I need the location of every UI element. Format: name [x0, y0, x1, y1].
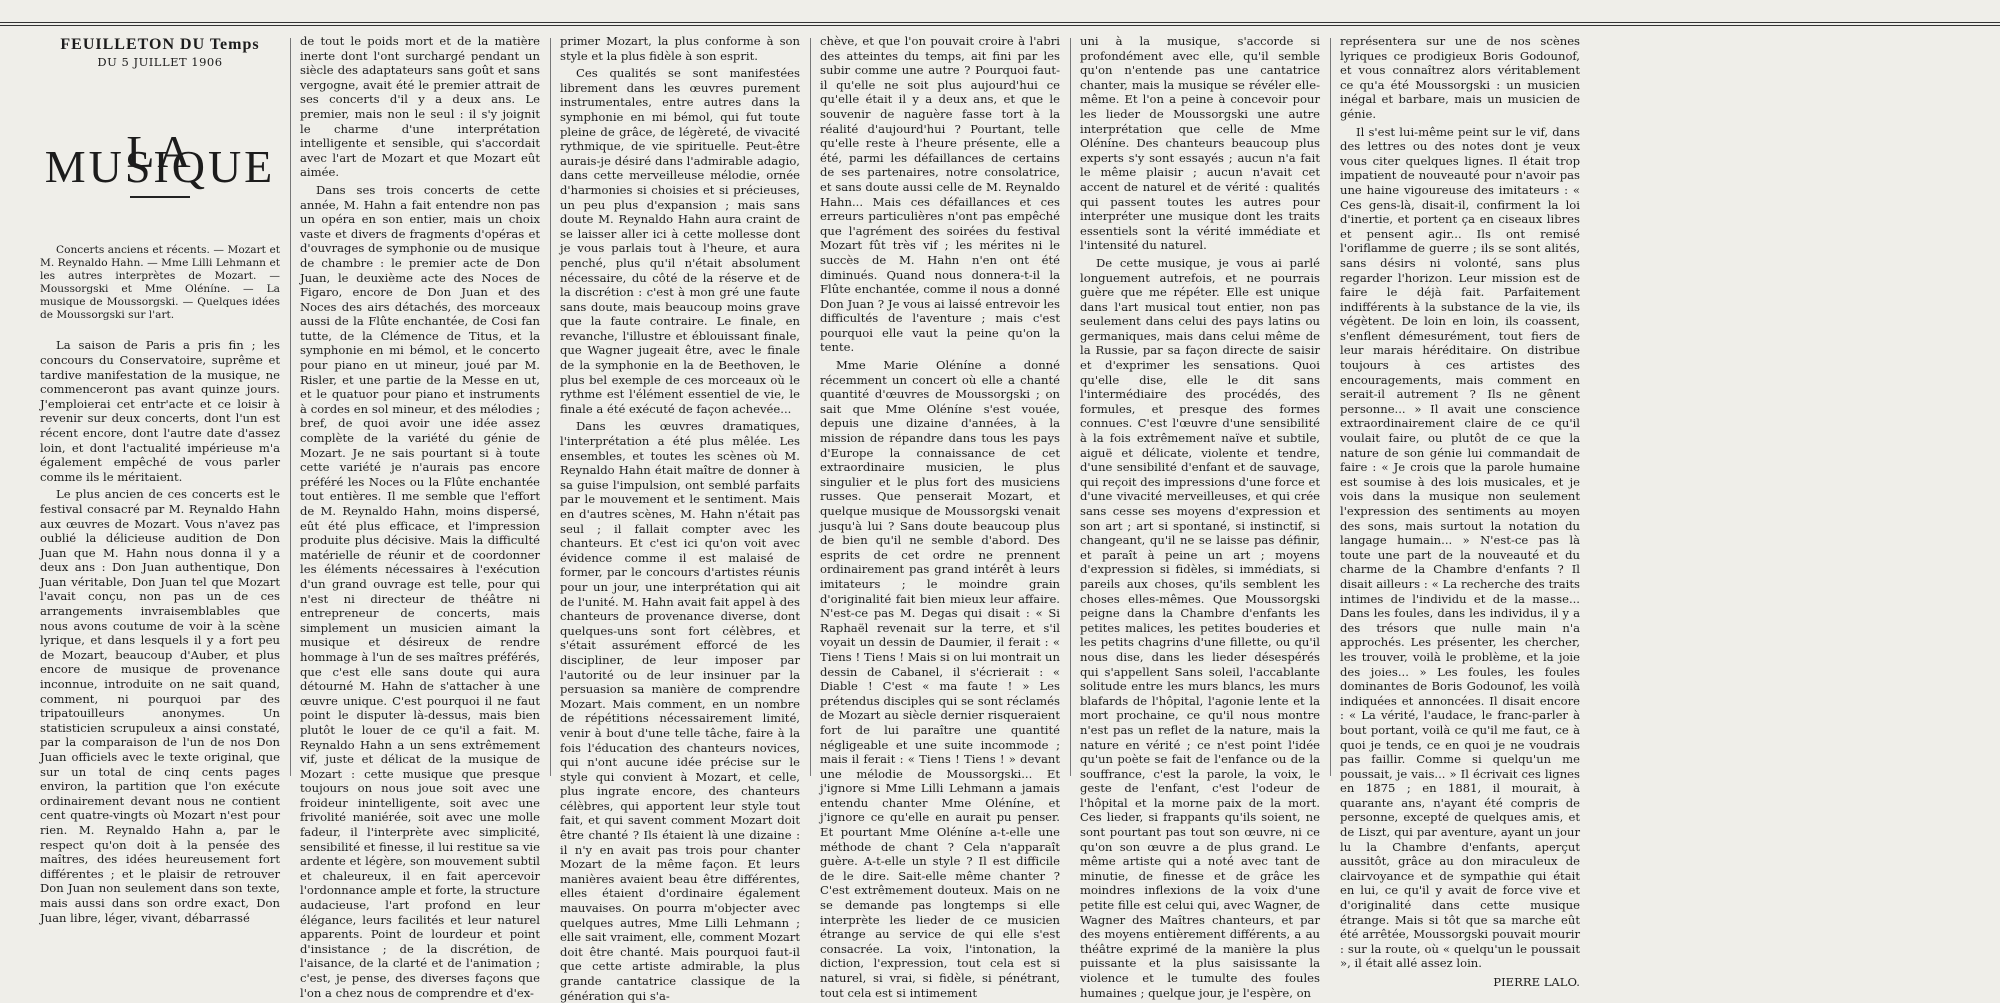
column-3: [560, 34, 800, 1003]
column-rule: [810, 38, 811, 776]
title-divider: [130, 196, 190, 198]
paragraph: De cette musique, je vous ai parlé longuement autrefois, et ne pourrais guère que me répéter. Elle est unique dans l'art musical tout entier, non pas seulement dans celui des pays latins ou germaniques, mais dans celui même de la Russie, par sa façon directe de saisir et d'exprimer les sensations. Quoi qu'elle dise, elle le dit sans l'intermédiaire des procédés, des formules, et presque des formes connues. C'est l'œuvre d'une sensibilité à la fois extrêmement naïve et subtile, aiguë et délicate, violente et tendre, d'une sensibilité d'enfant et de sauvage, qui reçoit des impressions d'une force et d'une vivacité merveilleuses, et qui crée sans cesse ses moyens d'expression et son art ; art si spontané, si instinctif, si changeant, qu'il ne se laisse pas définir, et paraît à peine un art ; moyens d'expression si fidèles, si immédiats, si pareils aux choses, qu'ils semblent les choses elles-mêmes. Que Moussorgski peigne dans la Chambre d'enfants les petites malices, les petites bouderies et les petits chagrins d'une fillette, ou qu'il nous dise, dans les lieder désespérés qui s'appellent Sans soleil, l'accablante solitude entre les murs blancs, les murs blafards de l'hôpital, l'agonie lente et la mort prochaine, ce qu'il nous montre n'est pas un reflet de la nature, mais la nature en vérité ; ce n'est point l'idée qu'un poète se fait de l'enfance ou de la souffrance, c'est la parole, la voix, le geste de l'enfant, c'est l'odeur de l'hôpital et la morne paix de la mort. Ces lieder, si frappants qu'ils soient, ne sont pourtant pas tout son œuvre, ni ce qu'on son œuvre a de plus grand. Le même artiste qui a noté avec tant de minutie, de finesse et de grâce les moindres inflexions de la voix d'une petite fille est celui qui, avec Wagner, de Wagner des Maîtres chanteurs, et par des moyens entièrement différents, a au théâtre exprimé de la manière la plus puissante et la plus saisissante la violence et le tumulte des foules humaines ; quelque jour, je l'espère, on: [1080, 255, 1320, 1000]
paragraph: Dans les œuvres dramatiques, l'interprétation a été plus mêlée. Les ensembles, et toutes les scènes où M. Reynaldo Hahn était maître de donner à sa guise l'impulsion, ont semblé parfaits par le mouvement et le sentiment. Mais en d'autres scènes, M. Hahn n'était pas seul ; il fallait compter avec les chanteurs. Et c'est ici qu'on voit avec évidence comme il est malaisé de former, par le concours d'artistes réunis pour un jour, une interprétation qui ait de l'unité. M. Hahn avait fait appel à des chanteurs de provenance diverse, dont quelques-uns sont fort célèbres, et s'était assurément efforcé de les discipliner, de leur imposer par l'autorité ou de leur insinuer par la persuasion sa manière de comprendre Mozart. Mais comment, en un nombre de répétitions nécessairement limité, venir à bout d'une telle tâche, faire à la fois l'éducation des chanteurs novices, qui n'ont aucune idée précise sur le style qui convient à Mozart, et celle, plus ingrate encore, des chanteurs célèbres, qui apportent leur style tout fait, et qui savent comment Mozart doit être chanté ? Ils étaient là une dizaine : il n'y en avait pas trois pour chanter Mozart de la même façon. Et leurs manières avaient beau être différentes, elles étaient d'ordinaire également mauvaises. On pourra m'objecter avec quelques autres, Mme Lilli Lehmann ; elle sait vraiment, elle, comment Mozart doit être chanté. Mais pourquoi faut-il que cette artiste admirable, la plus grande cantatrice classique de la génération qui s'a-: [560, 419, 800, 1003]
paragraph: Ces qualités se sont manifestées librement dans les œuvres purement instrumentales, entre autres dans la symphonie en mi bémol, qui fut toute pleine de grâce, de légèreté, de vivacité rythmique, de vie spirituelle. Peut-être aurais-je désiré dans l'admirable adagio, dans cette merveilleuse mélodie, ornée d'harmonies si choisies et si précieuses, un peu plus d'expansion ; mais sans doute M. Reynaldo Hahn aura craint de se laisser aller ici à cette mollesse dont je vous parlais tout à l'heure, et aura penché, plus qu'il n'était absolument nécessaire, du côté de la réserve et de la discrétion : c'est à mon gré une faute sans doute, mais beaucoup moins grave que la faute contraire. Le finale, en revanche, l'illustre et éblouissant finale, que Wagner jugeait être, avec le finale de la symphonie en la de Beethoven, le plus bel exemple de ces morceaux où le rythme est l'élément essentiel de vie, le finale a été exécuté de façon achevée...: [560, 66, 800, 416]
paragraph: La saison de Paris a pris fin ; les concours du Conservatoire, suprême et tardive manifestation de la musique, ne commenceront pas avant quinze jours. J'emploierai cet entr'acte et ce loisir à revenir sur deux concerts, dont l'un est récent encore, dont l'autre date d'assez loin, et dont l'actualité impérieuse m'a également empêché de vous parler comme ils le méritaient.: [40, 338, 280, 484]
paragraph: de tout le poids mort et de la matière inerte dont l'ont surchargé pendant un siècle des adaptateurs sans goût et sans vergogne, avait été le premier attrait de ses concerts d'il y a deux ans. Le premier, mais non le seul : il s'y joignit le charme d'une interprétation intelligente et sensible, qui s'accordait avec l'art de Mozart et que Mozart eût aimée.: [300, 34, 540, 180]
paragraph: Dans ses trois concerts de cette année, M. Hahn a fait entendre non pas un opéra en son entier, mais un choix vaste et divers de fragments d'opéras et d'ouvrages de symphonie ou de musique de chambre : le premier acte de Don Juan, le deuxième acte des Noces de Figaro, encore de Don Juan et des Noces des airs détachés, des morceaux aussi de la Flûte enchantée, de Cosi fan tutte, de la Clémence de Titus, et la symphonie en mi bémol, et le concerto pour piano en ut mineur, joué par M. Risler, et une partie de la Messe en ut, et le quatuor pour piano et instruments à cordes en sol mineur, et des mélodies ; bref, de quoi avoir une idée assez complète de la variété du génie de Mozart. Je ne sais pourtant si à toute cette variété je n'aurais pas encore préféré les Noces ou la Flûte enchantée tout entières. Il me semble que l'effort de M. Reynaldo Hahn, moins dispersé, eût été plus efficace, et l'impression produite plus décisive. Mais la difficulté matérielle de réunir et de coordonner les éléments nécessaires à l'exécution d'un grand ouvrage est telle, pour qui n'est ni directeur de théâtre ni entrepreneur de concerts, mais simplement un musicien aimant la musique et désireux de rendre hommage à l'un de ses maîtres préférés, que c'est elle sans doute qui aura détourné M. Hahn de s'attacher à une œuvre unique. C'est pourquoi il ne faut point le disputer là-dessus, mais bien plutôt le louer de ce qu'il a fait. M. Reynaldo Hahn a un sens extrêmement vif, juste et délicat de la musique de Mozart : cette musique que presque toujours on nous joue soit avec une froideur inintelligente, soit avec une frivolité maniérée, soit avec une molle fadeur, il l'interprète avec simplicité, sensibilité et finesse, il lui restitue sa vie ardente et légère, son mouvement subtil et chaleureux, il en fait apercevoir l'ordonnance ample et forte, la structure audacieuse, l'art profond en leur élégance, leurs facilités et leur naturel apparents. Point de lourdeur et point d'insistance ; de la discrétion, de l'aisance, de la clarté et de l'animation ; c'est, je pense, des diverses façons que l'on a chez nous de comprendre et d'ex-: [300, 182, 540, 1000]
paragraph: chève, et que l'on pouvait croire à l'abri des atteintes du temps, ait fini par les subir comme une autre ? Pourquoi faut-il qu'elle ne soit plus aujourd'hui ce qu'elle était il y a deux ans, et que le souvenir de naguère fasse tort à la réalité d'aujourd'hui ? Pourtant, telle qu'elle reste à l'heure présente, elle a été, parmi les défaillances de certains de ses partenaires, notre consolatrice, et sans doute aussi celle de M. Reynaldo Hahn... Mais ces défaillances et ces erreurs particulières n'ont pas empêché que l'agrément des soirées du festival Mozart fût très vif ; les mérites ni le succès de M. Hahn n'en ont été diminués. Quand nous donnera-t-il la Flûte enchantée, comme il nous a donné Don Juan ? Je vous ai laissé entrevoir les difficultés de l'aventure ; mais c'est pourquoi elle vaut la peine qu'on la tente.: [820, 34, 1060, 355]
paragraph: représentera sur une de nos scènes lyriques ce prodigieux Boris Godounof, et vous connaîtrez alors véritablement ce qu'a été Moussorgski : un musicien inégal et barbare, mais un musicien de génie.: [1340, 34, 1580, 121]
paragraph: primer Mozart, la plus conforme à son style et la plus fidèle à son esprit.: [560, 34, 800, 63]
column-rule: [550, 38, 551, 776]
paragraph: uni à la musique, s'accorde si profondément avec elle, qu'il semble qu'on n'entende pas une cantatrice chanter, mais la musique se révéler elle-même. Et l'on a peine à concevoir pour les lieder de Moussorgski une autre interprétation que celle de Mme Oléníne. Des chanteurs beaucoup plus experts s'y sont essayés ; aucun n'a fait le même plaisir ; aucun n'avait cet accent de naturel et de vérité : qualités qui passent toutes les autres pour interpréter une musique dont les traits essentiels sont la vérité immédiate et l'intensité du naturel.: [1080, 34, 1320, 253]
column-rule: [1330, 38, 1331, 776]
column-4: [820, 34, 1060, 1000]
column-rule: [290, 38, 291, 776]
column-5: [1080, 34, 1320, 1000]
column-rule: [1070, 38, 1071, 776]
column-2: [300, 34, 540, 1000]
masthead-border: [0, 0, 2000, 26]
author-signature: PIERRE LALO.: [1493, 975, 1580, 989]
column-1: [40, 34, 280, 925]
paragraph: Mme Marie Oléníne a donné récemment un concert où elle a chanté quantité d'œuvres de Moussorgski ; on sait que Mme Oléníne s'est vouée, depuis une dizaine d'années, à la mission de répandre dans tous les pays d'Europe la connaissance de cet extraordinaire musicien, le plus singulier et le plus fort des musiciens russes. Que penserait Mozart, et quelque musique de Moussorgski venait jusqu'à lui ? Sans doute beaucoup plus de bien qu'il ne semble d'abord. Des esprits de cet ordre ne prennent ordinairement pas grand intérêt à leurs imitateurs ; le moindre grain d'originalité fait bien mieux leur affaire. N'est-ce pas M. Degas qui disait : « Si Raphaël revenait sur la terre, et s'il voyait un dessin de Daumier, il ferait : « Tiens ! Tiens ! Mais si on lui montrait un dessin de Cabanel, il s'écrierait : « Diable ! C'est « ma faute ! » Les prétendus disciples qui se sont réclamés de Mozart au siècle dernier risqueraient fort de lui paraître une quantité négligeable et une suite incommode ; mais il ferait : « Tiens ! Tiens ! » devant une mélodie de Moussorgski... Et j'ignore si Mme Lilli Lehmann a jamais entendu chanter Mme Oléníne, et j'ignore ce qu'elle en aurait pu penser. Et pourtant Mme Oléníne a-t-elle une méthode de chant ? Cela n'apparaît guère. A-t-elle un style ? Il est difficile de le dire. Sait-elle même chanter ? C'est extrêmement douteux. Mais on ne se demande pas longtemps si elle interprète les lieder de ce musicien étrange au service de qui elle s'est consacrée. La voix, l'intonation, la diction, l'expression, tout cela est si naturel, si vrai, si fidèle, si pénétrant, tout cela est si intimement: [820, 358, 1060, 1000]
paragraph: Le plus ancien de ces concerts est le festival consacré par M. Reynaldo Hahn aux œuvres de Mozart. Vous n'avez pas oublié la délicieuse audition de Don Juan que M. Hahn nous donna il y a deux ans : Don Juan authentique, Don Juan véritable, Don Juan tel que Mozart l'avait conçu, non pas un de ces arrangements invraisemblables que nous avons coutume de voir à la scène lyrique, et dans lesquels il y a fort peu de Mozart, beaucoup d'Auber, et plus encore de musique de provenance inconnue, introduite on ne sait quand, comment, ni pourquoi par des tripatouilleurs anonymes. Un statisticien scrupuleux a ainsi constaté, par la comparaison de l'un de nos Don Juan officiels avec le texte original, que sur un total de cinq cents pages environ, la partition que l'on exécute ordinairement devant nous ne contient cent quatre-vingts où Mozart n'est pour rien. M. Reynaldo Hahn a, par le respect qu'on doit à la pensée des maîtres, des idées heureusement fort différentes ; et le plaisir de retrouver Don Juan non seulement dans son texte, mais aussi dans son ordre exact, Don Juan libre, léger, vivant, débarrassé: [40, 487, 280, 925]
paragraph: Il s'est lui-même peint sur le vif, dans des lettres ou des notes dont je veux vous citer quelques lignes. Il était trop impatient de nouveauté pour n'avoir pas une haine vigoureuse des imitateurs : « Ces gens-là, disait-il, confirment la loi d'inertie, et portent ça en ciseaux libres et pensent agir... Ils ont remisé l'oriflamme de guerre ; ils se sont alités, sans désirs ni volonté, sans plus regarder l'horizon. Leur mission est de faire le déjà fait. Parfaitement indifférents à la substance de la vie, ils végètent. De loin en loin, ils coassent, s'enflent démesurément, tout fiers de leur marais héréditaire. On distribue toujours à ces artistes des encouragements, mais comment en serait-il autrement ? Ils ne gênent personne... » Il avait une conscience extraordinairement claire de ce qu'il voulait faire, ou plutôt de ce que la nature de son génie lui commandait de faire : « Je crois que la parole humaine est soumise à des lois musicales, et je vois dans la musique non seulement l'expression des sentiments au moyen des sons, mais surtout la notation du langage humain... » N'est-ce pas là toute une part de la nouveauté et du charme de la Chambre d'enfants ? Il disait ailleurs : « La recherche des traits intimes de l'individu et de la masse... Dans les foules, dans les individus, il y a des trésors que nulle main n'a approchés. Les présenter, les chercher, les trouver, voilà le problème, et la joie des joies... » Les foules, les foules dominantes de Boris Godounof, les voilà indiquées et annoncées. Il disait encore : « La vérité, l'audace, le franc-parler à bout portant, voilà ce qu'il me faut, ce à quoi je tends, ce en quoi je ne voudrais pas faillir. Comme si quelqu'un me poussait, je vais... » Il écrivait ces lignes en 1875 ; en 1881, il mourait, à quarante ans, n'ayant été compris de personne, excepté de quelques amis, et de Liszt, qui par aventure, ayant un jour lu la Chambre d'enfants, aperçut aussitôt, grâce au don miraculeux de clairvoyance et de sympathie qui était en lui, ce qu'il y avait de force vive et d'originalité dans cette musique étrange. Mais si tôt que sa marche eût été arrêtée, Moussorgski pouvait mourir : sur la route, où « quelqu'un le poussait », il était allé assez loin.: [1340, 124, 1580, 971]
feuilleton-heading: FEUILLETON DU Temps: [60, 36, 260, 53]
article-summary: Concerts anciens et récents. — Mozart et M. Reynaldo Hahn. — Mme Lilli Lehmann et les autres interprètes de Mozart. — Moussorgski et Mme Oléníne. — La musique de Moussorgski. — Quelques idées de Moussorgski sur l'art.: [40, 244, 280, 322]
column-6: [1340, 34, 1580, 989]
issue-date: DU 5 JUILLET 1906: [97, 54, 223, 69]
article-title: LA MUSIQUE: [44, 126, 276, 192]
newspaper-page: [40, 26, 1990, 1003]
